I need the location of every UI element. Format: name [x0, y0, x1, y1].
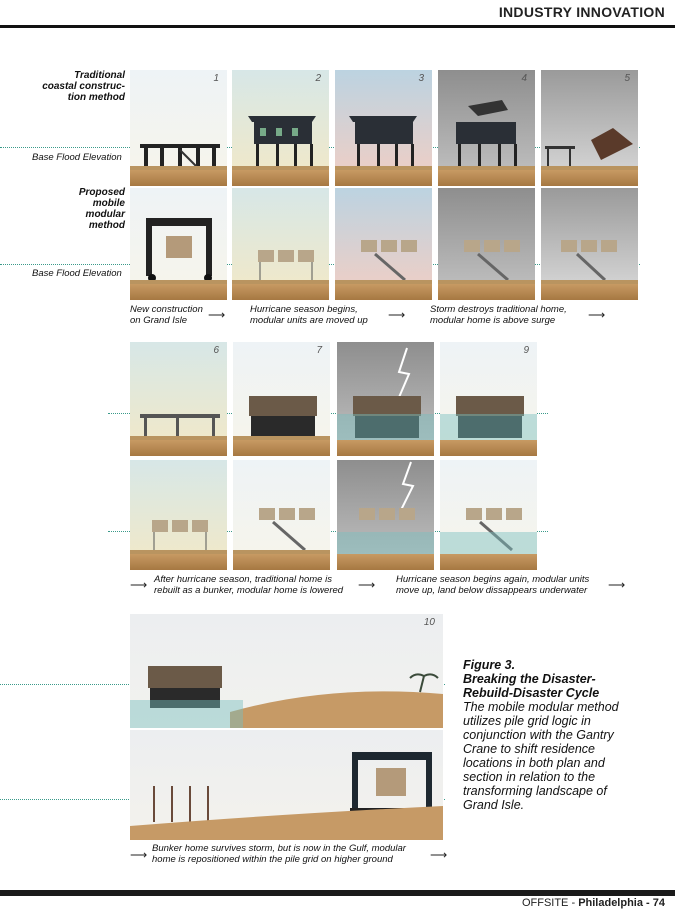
panel-1-modular	[130, 188, 227, 300]
panel-3-traditional: 3	[335, 70, 432, 186]
panel-6-traditional: 6	[130, 342, 227, 456]
panel-2-traditional: 2	[232, 70, 329, 186]
section-title: INDUSTRY INNOVATION	[498, 4, 665, 20]
bfe-label-1: Base Flood Elevation	[32, 152, 122, 163]
page-footer: OFFSITE - Philadelphia - 74	[521, 897, 665, 909]
bfe-label-2: Base Flood Elevation	[32, 268, 122, 279]
panel-8-traditional	[337, 342, 434, 456]
panel-10-traditional: 10	[130, 614, 443, 728]
panel-1-traditional: 1	[130, 70, 227, 186]
panel-4-modular	[438, 188, 535, 300]
arrow-right-icon: ⟶	[358, 578, 376, 592]
arrow-right-icon: ⟶	[130, 578, 148, 592]
panel-2-modular	[232, 188, 329, 300]
traditional-method-label: Traditional coastal construc- tion method	[42, 70, 125, 103]
panel-4-traditional: 4	[438, 70, 535, 186]
header-rule	[0, 25, 675, 28]
panel-7-traditional: 7	[233, 342, 330, 456]
caption-2: Hurricane season begins, modular units are moved up	[250, 304, 368, 326]
arrow-right-icon: ⟶	[430, 848, 448, 862]
panel-7-modular	[233, 460, 330, 570]
proposed-method-label: Proposed mobile modular method	[78, 187, 125, 231]
caption-1: New construction on Grand Isle	[130, 304, 203, 326]
panel-9-traditional: 9	[440, 342, 537, 456]
arrow-right-icon: ⟶	[208, 308, 226, 322]
figure-caption: Figure 3. Breaking the Disaster- Rebuild-Disaster Cycle The mobile modular method utilizes pile grid logic in conjunction with the Gantry Crane to shift residence locations in both plan and section in relation to the transforming landscape of Grand Isle.	[463, 658, 619, 812]
panel-5-modular	[541, 188, 638, 300]
panel-3-modular	[335, 188, 432, 300]
panel-10-modular	[130, 730, 443, 840]
panel-9-modular	[440, 460, 537, 570]
gantry-higher-ground-illustration	[130, 730, 443, 840]
panel-8-modular	[337, 460, 434, 570]
caption-3: Storm destroys traditional home, modular home is above surge	[430, 304, 567, 326]
arrow-right-icon: ⟶	[130, 848, 148, 862]
panel-6-modular	[130, 460, 227, 570]
caption-5: Hurricane season begins again, modular units move up, land below dissappears underwater	[396, 574, 590, 596]
footer-rule	[0, 890, 675, 896]
caption-6: Bunker home survives storm, but is now in the Gulf, modular home is repositioned within the pile grid on higher ground	[152, 843, 406, 865]
arrow-right-icon: ⟶	[588, 308, 606, 322]
panel-5-traditional: 5	[541, 70, 638, 186]
caption-4: After hurricane season, traditional home is rebuilt as a bunker, modular home is lowered	[154, 574, 344, 596]
arrow-right-icon: ⟶	[388, 308, 406, 322]
arrow-right-icon: ⟶	[608, 578, 626, 592]
